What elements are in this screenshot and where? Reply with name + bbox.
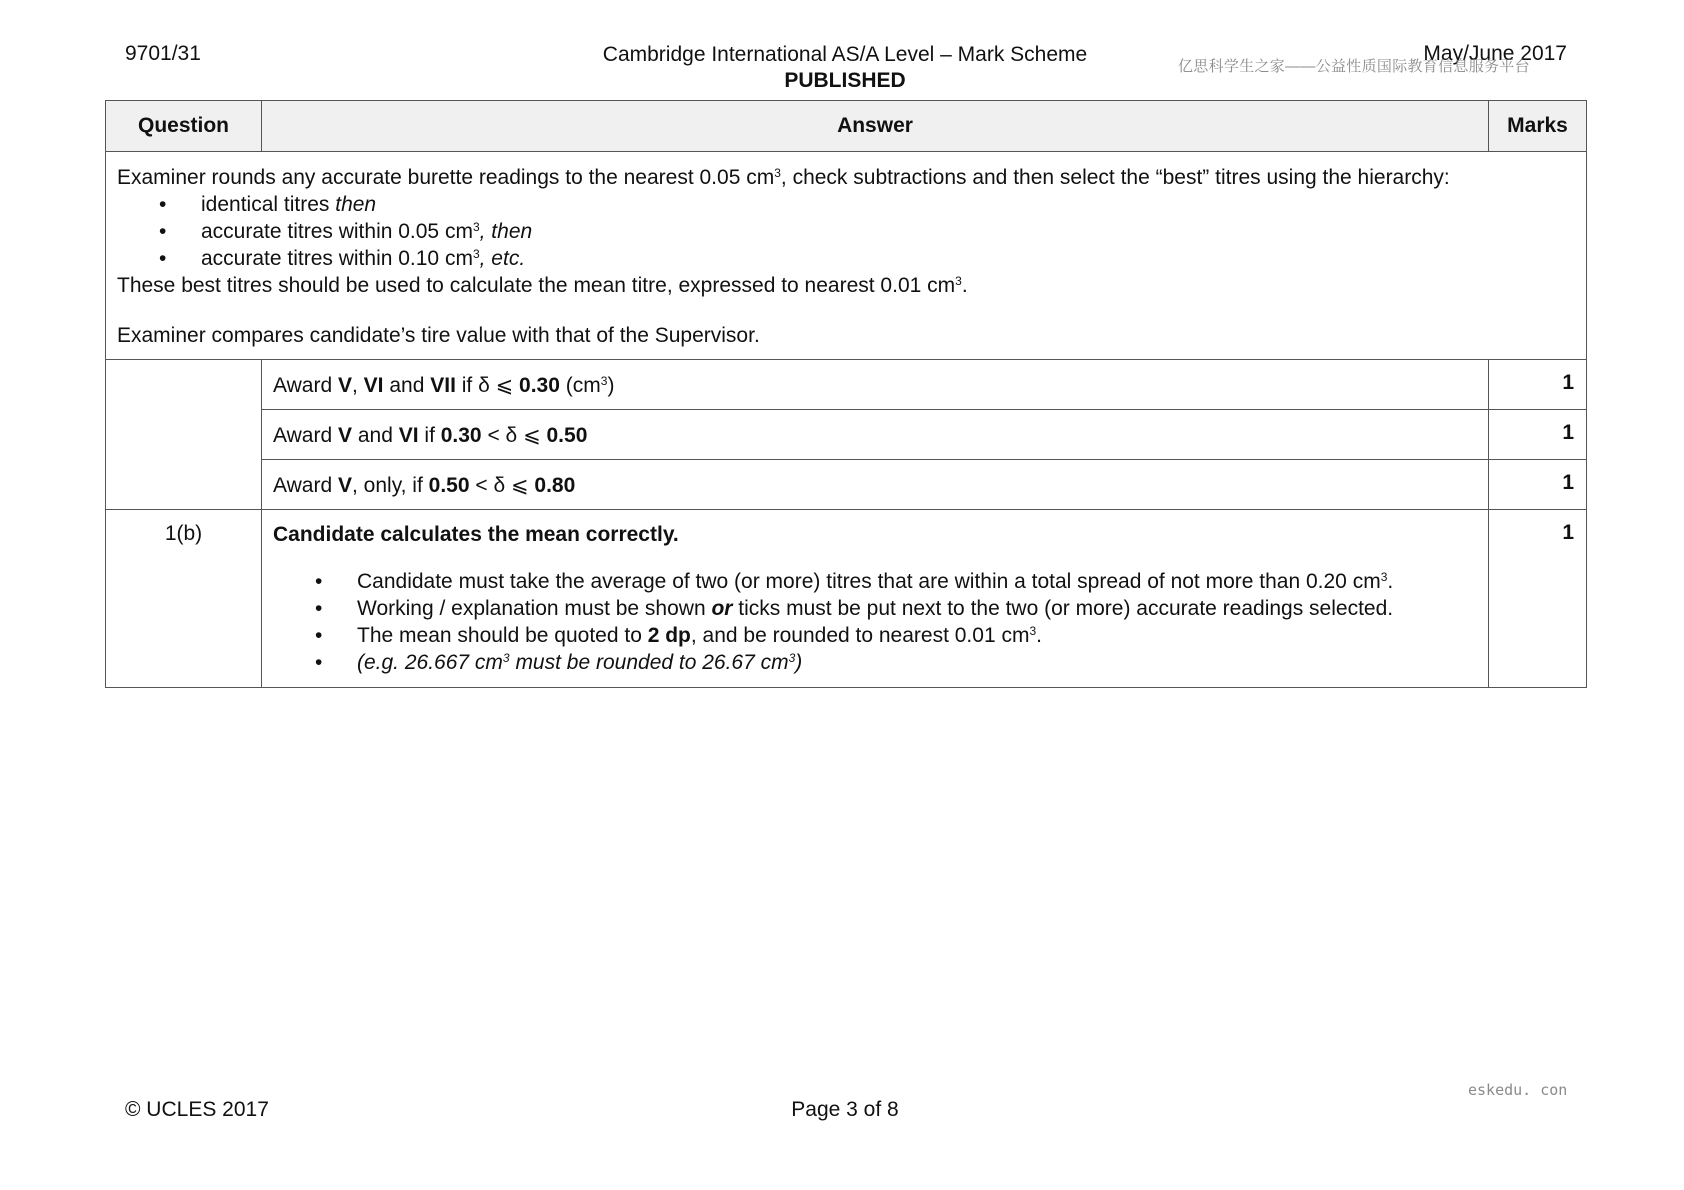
list-item: • The mean should be quoted to 2 dp, and be rounded to nearest 0.01 $cm^3$.	[357, 622, 1478, 649]
marks-column-header: Marks	[1489, 101, 1587, 152]
general-guidance-cell	[106, 152, 1587, 360]
award-mark: 1	[1489, 410, 1587, 460]
award-row	[106, 460, 1587, 510]
mark-scheme-table	[105, 100, 1587, 688]
list-item: • Candidate must take the average of two (or more) titres that are within a total spread of not more than 0.20 $cm^3$.	[357, 568, 1478, 595]
rounding-instruction: Examiner rounds any accurate burette readings to the nearest 0.05 $cm^3$, check subtractions and then select the “best” titres using the hierarchy:	[117, 166, 1450, 189]
award-rule: Award V, only, if 0.50 < δ ⩽ 0.80	[262, 460, 1489, 510]
supervisor-comparison: Examiner compares candidate’s tire value with that of the Supervisor.	[117, 324, 760, 347]
question-1b-mark: 1	[1489, 510, 1587, 688]
award-question-cell	[106, 360, 262, 510]
exam-session: May/June 2017	[1423, 42, 1567, 65]
question-number: 1(b)	[106, 510, 262, 688]
watermark-bottom: eskedu. con	[1468, 1081, 1568, 1099]
award-mark: 1	[1489, 360, 1587, 410]
paper-code: 9701/31	[125, 42, 201, 65]
titre-hierarchy-list	[117, 191, 1574, 272]
award-rule: Award V, VI and VII if δ ⩽ 0.30 $(cm^3)$	[262, 360, 1489, 410]
list-item: • accurate titres within 0.05 $cm^3$, then	[201, 218, 1574, 245]
answer-column-header: Answer	[262, 101, 1489, 152]
general-guidance-row	[106, 152, 1587, 360]
copyright-notice: © UCLES 2017	[125, 1098, 269, 1121]
list-item: • identical titres then	[201, 191, 1574, 218]
question-1b-points	[273, 568, 1478, 676]
award-row	[106, 360, 1587, 410]
table-header-row	[106, 101, 1587, 152]
award-rule: Award V and VI if 0.30 < δ ⩽ 0.50	[262, 410, 1489, 460]
list-item: • accurate titres within 0.10 $cm^3$, etc.	[201, 245, 1574, 272]
list-item: • (e.g. 26.667 $cm^3$ must be rounded to 26.67 $cm^3$)	[357, 649, 1478, 676]
question-1b-answer	[262, 510, 1489, 688]
watermark-top: 亿思科学生之家——公益性质国际教育信息服务平台	[1178, 58, 1530, 75]
document-title: Cambridge International AS/A Level – Mark Scheme	[602, 43, 1088, 66]
award-mark: 1	[1489, 460, 1587, 510]
mean-titre-instruction: These best titres should be used to calculate the mean titre, expressed to nearest 0.01 $cm^3$.	[117, 274, 968, 297]
question-column-header: Question	[106, 101, 262, 152]
page-number: Page 3 of 8	[791, 1098, 899, 1121]
question-1b-heading: Candidate calculates the mean correctly.	[273, 523, 679, 546]
list-item: • Working / explanation must be shown or ticks must be put next to the two (or more) accurate readings selected.	[357, 595, 1478, 622]
question-1b-row	[106, 510, 1587, 688]
award-row	[106, 410, 1587, 460]
published-label: PUBLISHED	[784, 69, 906, 92]
